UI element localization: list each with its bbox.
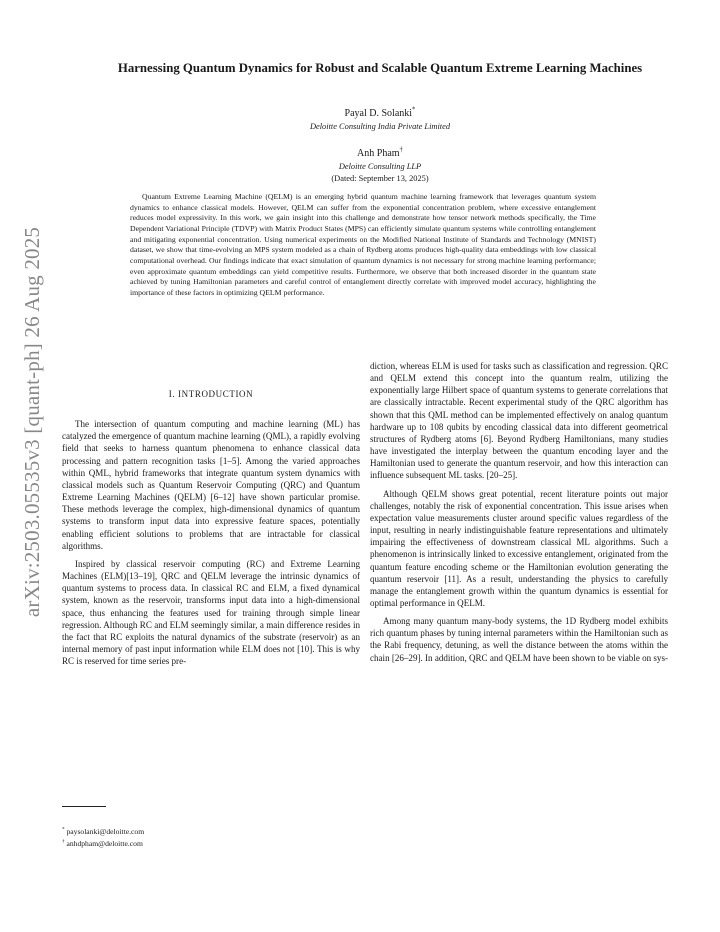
- author-1-name: Payal D. Solanki: [344, 108, 413, 119]
- author-2: [80, 148, 680, 159]
- section-number: I.: [168, 389, 176, 399]
- paragraph: Among many quantum many-body systems, the 1D Rydberg model exhibits rich quantum phases by tuning internal parameters within the Hamiltonian such as the Rabi frequency, detuning, as well the distance between the atoms within the chain [26–29]. In addition, QRC and QELM have been shown to be viable on sys-: [370, 616, 668, 663]
- paragraph: diction, whereas ELM is used for tasks such as classification and regression. QRC and QELM extend this concept into the quantum realm, utilizing the exponentially large Hilbert space of quantum systems to generate correlations that are classically intractable. Recent experimental study of the QRC algorithm has shown that this QML method can be implemented effectively on analog quantum hardware up to 108 qubits by encoding classical data into different geometrical structures of Rydberg atoms [6]. Beyond Rydberg Hamiltonians, many studies have investigated the interplay between the quantum encoding layer and the Hamiltonian used to generate the quantum reservoir, and how this interaction can influence subsequent ML tasks. [20–25].: [370, 361, 668, 481]
- footnote-2-mark: †: [62, 837, 65, 844]
- date-line: (Dated: September 13, 2025): [331, 174, 429, 183]
- footnote-2: [62, 838, 360, 850]
- author-2-footnote-mark: †: [399, 146, 403, 154]
- author-2-affiliation: Deloitte Consulting LLP: [338, 162, 422, 171]
- paragraph: Inspired by classical reservoir computing (RC) and Extreme Learning Machines (ELM)[13–19], QRC and QELM leverage the intrinsic dynamics of quantum systems to process data. In classical RC and ELM, a fixed dynamical system, known as the reservoir, transforms input data into a high-dimensional space, thus enhancing the features used for training through simple linear regression. Although RC and ELM seemingly similar, a main difference resides in the fact that RC exploits the natural dynamics of the substrate (reservoir) as an internal memory of past input information while ELM does not [10]. This is why RC is reserved for time series pre-: [62, 558, 360, 667]
- author-1-affiliation: Deloitte Consulting India Private Limited: [309, 122, 451, 131]
- footnote-1: [62, 826, 360, 838]
- footnote-divider: [62, 806, 106, 807]
- abstract: [130, 192, 596, 299]
- paragraph: Although QELM shows great potential, recent literature points out major challenges, notably the risk of exponential concentration. This issue arises when expectation value measurements cluster around specific values regardless of the input, resulting in nearly indistinguishable feature representations and ultimately impairing the effectiveness of downstream classical ML algorithms. Such a phenomenon is intrinsically linked to excessive entanglement, originated from the quantum feature encoding scheme or the Hamiltonian evolution generating the quantum reservoir [11]. As a result, understanding the physics to carefully manage the entanglement growth within the quantum dynamics is essential for optimal performance in QELM.: [370, 488, 668, 608]
- section-title: INTRODUCTION: [178, 389, 254, 399]
- author-1: [80, 108, 680, 119]
- abstract-text: Quantum Extreme Learning Machine (QELM) is an emerging hybrid quantum machine learning framework that leverages quantum system dynamics to enhance classical models. However, QELM can suffer from the exponential concentration problem, where excessive entanglement reduces model expressivity. In this work, we gain insight into this challenge and demonstrate how tensor network methods specifically, the Time Dependent Variational Principle (TDVP) with Matrix Product States (MPS) can efficiently simulate quantum systems while controlling entanglement and mitigating exponential concentration. Using numerical experiments on the Modified National Institute of Standards and Technology (MNIST) dataset, we show that time-evolving an MPS system modeled as a chain of Rydberg atoms produces high-quality data embeddings with low classical computational overhead. Our findings indicate that exact simulation of quantum dynamics is not necessary for strong machine learning performance; even approximate quantum embeddings can yield competitive results. Furthermore, we observe that both increased disorder in the quantum state achieved by tuning Hamiltonian parameters and careful control of entanglement directly correlate with improved model accuracy, highlighting the importance of these factors in optimizing QELM performance.: [130, 192, 596, 297]
- footnote-2-email[interactable]: anhdpham@deloitte.com: [66, 838, 143, 848]
- arxiv-identifier-stamp: arXiv:2503.05535v3 [quant-ph] 26 Aug 2025: [19, 226, 44, 618]
- author-1-footnote-mark: *: [412, 106, 416, 114]
- author-2-name: Anh Pham: [357, 148, 400, 159]
- left-column: [62, 388, 360, 673]
- paper-title: Harnessing Quantum Dynamics for Robust and Scalable Quantum Extreme Learning Machines: [117, 61, 643, 75]
- paragraph: The intersection of quantum computing and machine learning (ML) has catalyzed the emergence of quantum machine learning (QML), a rapidly evolving field that seeks to harness quantum phenomena to enhance classical data processing and pattern recognition tasks [1–5]. Among the varied approaches within QML, hybrid frameworks that integrate quantum system dynamics with classical models such as Quantum Reservoir Computing (QRC) and Quantum Extreme Learning Machines (QELM) [6–12] have shown particular promise. These methods leverage the complex, high-dimensional dynamics of quantum systems to transform input data into expressive feature spaces, potentially enabling efficient solutions to problems that are intractable for classical algorithms.: [62, 419, 360, 551]
- footnote-1-email[interactable]: paysolanki@deloitte.com: [66, 827, 145, 836]
- footnotes: [62, 826, 360, 849]
- right-column: [370, 360, 668, 670]
- footnote-1-mark: *: [62, 826, 65, 833]
- section-heading: [62, 388, 360, 400]
